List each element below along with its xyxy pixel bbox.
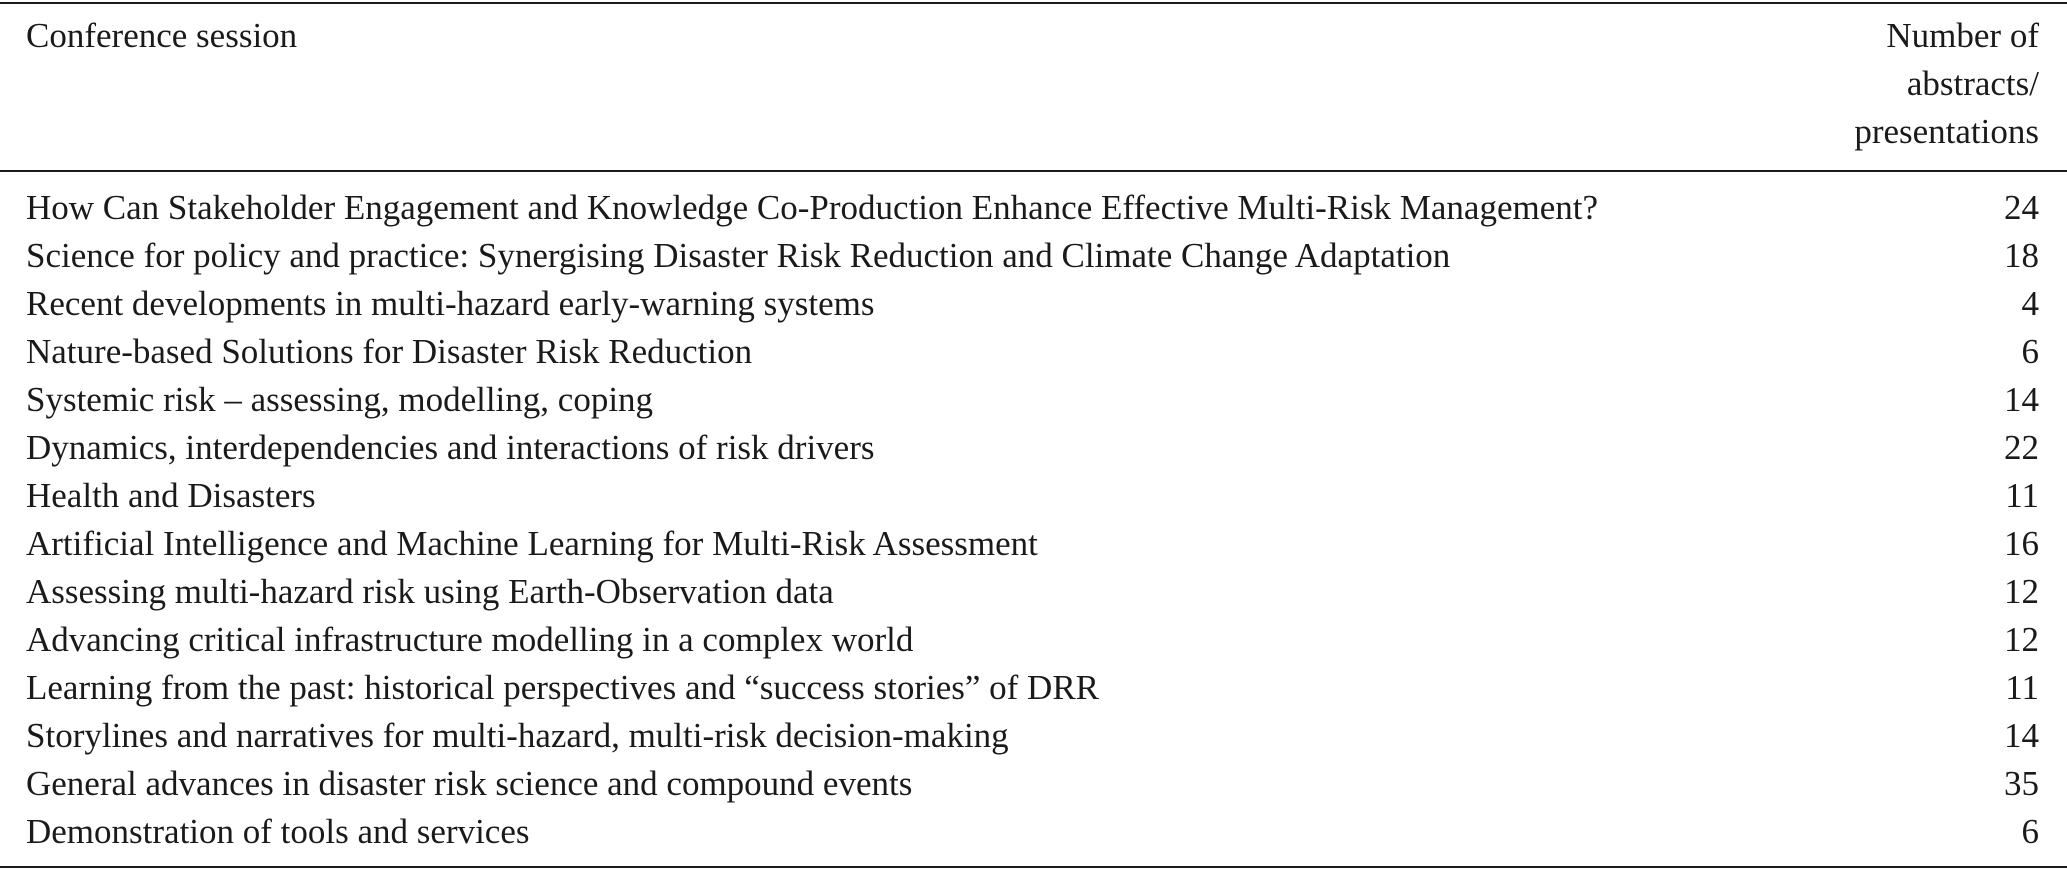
table-row — [0, 712, 2067, 760]
session-count: 14 — [2004, 716, 2039, 755]
header-count — [1719, 12, 2039, 156]
table-row — [0, 424, 2067, 472]
session-name: General advances in disaster risk science and compound events — [26, 764, 913, 803]
session-count: 35 — [2004, 764, 2039, 803]
session-count: 4 — [2021, 284, 2039, 323]
header-rule — [0, 170, 2067, 172]
table-row — [0, 328, 2067, 376]
table-row — [0, 520, 2067, 568]
session-name: Storylines and narratives for multi-hazard, multi-risk decision-making — [26, 716, 1009, 755]
table-row — [0, 760, 2067, 808]
bottom-rule — [0, 866, 2067, 868]
session-name: Recent developments in multi-hazard early-warning systems — [26, 284, 875, 323]
session-count: 11 — [2005, 668, 2039, 707]
table-row — [0, 232, 2067, 280]
table-row — [0, 280, 2067, 328]
session-name: Advancing critical infrastructure modelling in a complex world — [26, 620, 914, 659]
session-name: How Can Stakeholder Engagement and Knowledge Co-Production Enhance Effective Multi-Risk Management? — [26, 188, 1598, 227]
session-name: Systemic risk – assessing, modelling, coping — [26, 380, 654, 419]
session-count: 12 — [2004, 620, 2039, 659]
top-rule — [0, 2, 2067, 4]
session-name: Health and Disasters — [26, 476, 316, 515]
session-name: Dynamics, interdependencies and interactions of risk drivers — [26, 428, 875, 467]
session-count: 22 — [2004, 428, 2039, 467]
session-name: Assessing multi-hazard risk using Earth-Observation data — [26, 572, 834, 611]
session-count: 16 — [2004, 524, 2039, 563]
session-count: 24 — [2004, 188, 2039, 227]
session-count: 12 — [2004, 572, 2039, 611]
session-name: Learning from the past: historical perspectives and “success stories” of DRR — [26, 668, 1100, 707]
session-count: 18 — [2004, 236, 2039, 275]
session-name: Nature-based Solutions for Disaster Risk Reduction — [26, 332, 753, 371]
session-name: Science for policy and practice: Synergising Disaster Risk Reduction and Climate Change Adaptation — [26, 236, 1451, 275]
session-count: 11 — [2005, 476, 2039, 515]
header-count-line: abstracts/ — [1906, 64, 2039, 103]
table-row — [0, 376, 2067, 424]
session-name: Artificial Intelligence and Machine Learning for Multi-Risk Assessment — [26, 524, 1038, 563]
header-count-line: presentations — [1854, 112, 2039, 151]
table-row — [0, 664, 2067, 712]
header-count-line: Number of — [1886, 16, 2039, 55]
table-row — [0, 568, 2067, 616]
table-row — [0, 808, 2067, 856]
table-body — [0, 184, 2067, 856]
header-session: Conference session — [26, 16, 298, 55]
session-count: 14 — [2004, 380, 2039, 419]
table-row — [0, 184, 2067, 232]
session-count: 6 — [2021, 812, 2039, 851]
session-count: 6 — [2021, 332, 2039, 371]
table-row — [0, 472, 2067, 520]
table-row — [0, 616, 2067, 664]
session-name: Demonstration of tools and services — [26, 812, 530, 851]
